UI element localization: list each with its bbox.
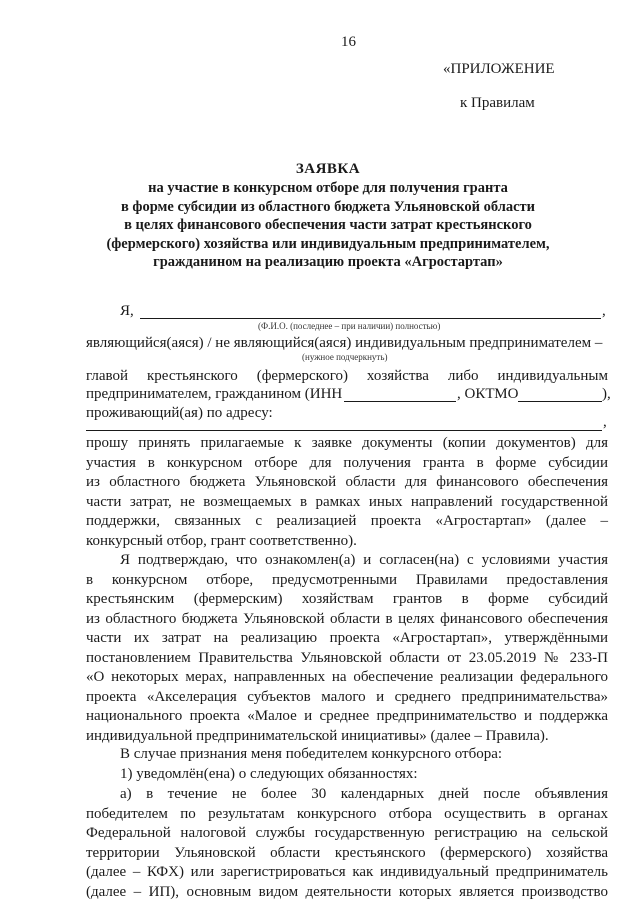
title-line: (фермерского) хозяйства или индивидуальным предпринимателем, [106,235,550,252]
fio-field-line[interactable] [140,318,601,319]
paragraph-line: национального проекта «Малое и среднее предпринимательство и поддержка [86,708,608,724]
paragraph-line: части затрат, не возмещаемых в рамках иных направлений государственной [86,494,608,510]
appendix-label: «ПРИЛОЖЕНИЕ [443,61,555,77]
paragraph-line: Федеральной налоговой службы государственную регистрацию на сельской [86,825,608,841]
page-number: 16 [341,34,356,50]
address-comma: , [603,414,607,430]
document-title [86,160,570,272]
paragraph-line: в конкурсном отборе, предусмотренными Правилами предоставления [86,572,608,588]
paragraph-line: индивидуальной предпринимательской инициативы» (далее – Правила). [86,728,549,744]
paragraph-line: конкурсный отбор, грант соответственно). [86,533,357,549]
ya-label: Я, [120,303,134,319]
paragraph-line: (далее – ИП), основным видом деятельности которых является производство [86,884,608,900]
oktmo-label: , ОКТМО [457,386,519,402]
status-hint: (нужное подчеркнуть) [302,352,388,362]
inn-prefix: предпринимателем, гражданином (ИНН [86,386,343,402]
paragraph-line: В случае признания меня победителем конкурсного отбора: [120,746,503,762]
paragraph-line: «О некоторых мерах, направленных на обеспечение реализации федерального [86,669,608,685]
paragraph-line: прошу принять прилагаемые к заявке документы (копии документов) для [86,435,608,451]
paragraph-line: поддержки, связанных с реализацией проекта «Агростартап» (далее – [86,513,608,529]
title-line: в целях финансового обеспечения части затрат крестьянского [124,217,532,233]
inn-field-line[interactable] [344,401,456,402]
paragraph-line: территории Ульяновской области крестьянского (фермерского) хозяйства [86,845,608,861]
paragraph-line: участия в конкурсном отборе для получения гранта в форме субсидии [86,455,608,471]
title-line: в форме субсидии из областного бюджета Ульяновской области [120,198,536,215]
address-label: проживающий(ая) по адресу: [86,405,273,421]
paragraph-line: Я подтверждаю, что ознакомлен(а) и согласен(на) с условиями участия [120,552,608,568]
address-field-line[interactable] [86,430,602,431]
head-line: главой крестьянского (фермерского) хозяйства либо индивидуальным [86,368,608,384]
paragraph-line: 1) уведомлён(ена) о следующих обязанностях: [120,766,418,782]
title-line: на участие в конкурсном отборе для получения гранта [148,180,508,196]
inn-end: ), [602,386,611,402]
paragraph-line: победителем по результатам конкурсного отбора осуществить в органах [86,806,608,822]
paragraph-line: крестьянским (фермерским) хозяйствам грантов в форме субсидий [86,591,608,607]
paragraph-line: а) в течение не более 30 календарных дней после объявления [120,786,608,802]
paragraph-line: из областного бюджета Ульяновской области для финансового обеспечения [86,474,608,490]
oktmo-field-line[interactable] [518,401,602,402]
paragraph-line: части их затрат на реализацию проекта «Агростартап», утверждёнными [86,630,608,646]
paragraph-line: постановлением Правительства Ульяновской области от 23.05.2019 № 233-П [86,650,608,666]
fio-comma: , [602,303,606,319]
paragraph-line: из областного бюджета Ульяновской области в целях финансового обеспечения [86,611,608,627]
paragraph-line: проекта «Акселерация субъектов малого и среднего предпринимательства» [86,689,608,705]
title-line: гражданином на реализацию проекта «Агростартап» [153,254,503,270]
status-line: являющийся(аяся) / не являющийся(аяся) индивидуальным предпринимателем – [86,335,603,351]
fio-hint: (Ф.И.О. (последнее – при наличии) полностью) [258,321,441,331]
paragraph-line: (далее – КФХ) или зарегистрироваться как индивидуальный предприниматель [86,864,608,880]
appendix-sub-label: к Правилам [460,95,535,111]
title-heading: ЗАЯВКА [295,161,361,177]
